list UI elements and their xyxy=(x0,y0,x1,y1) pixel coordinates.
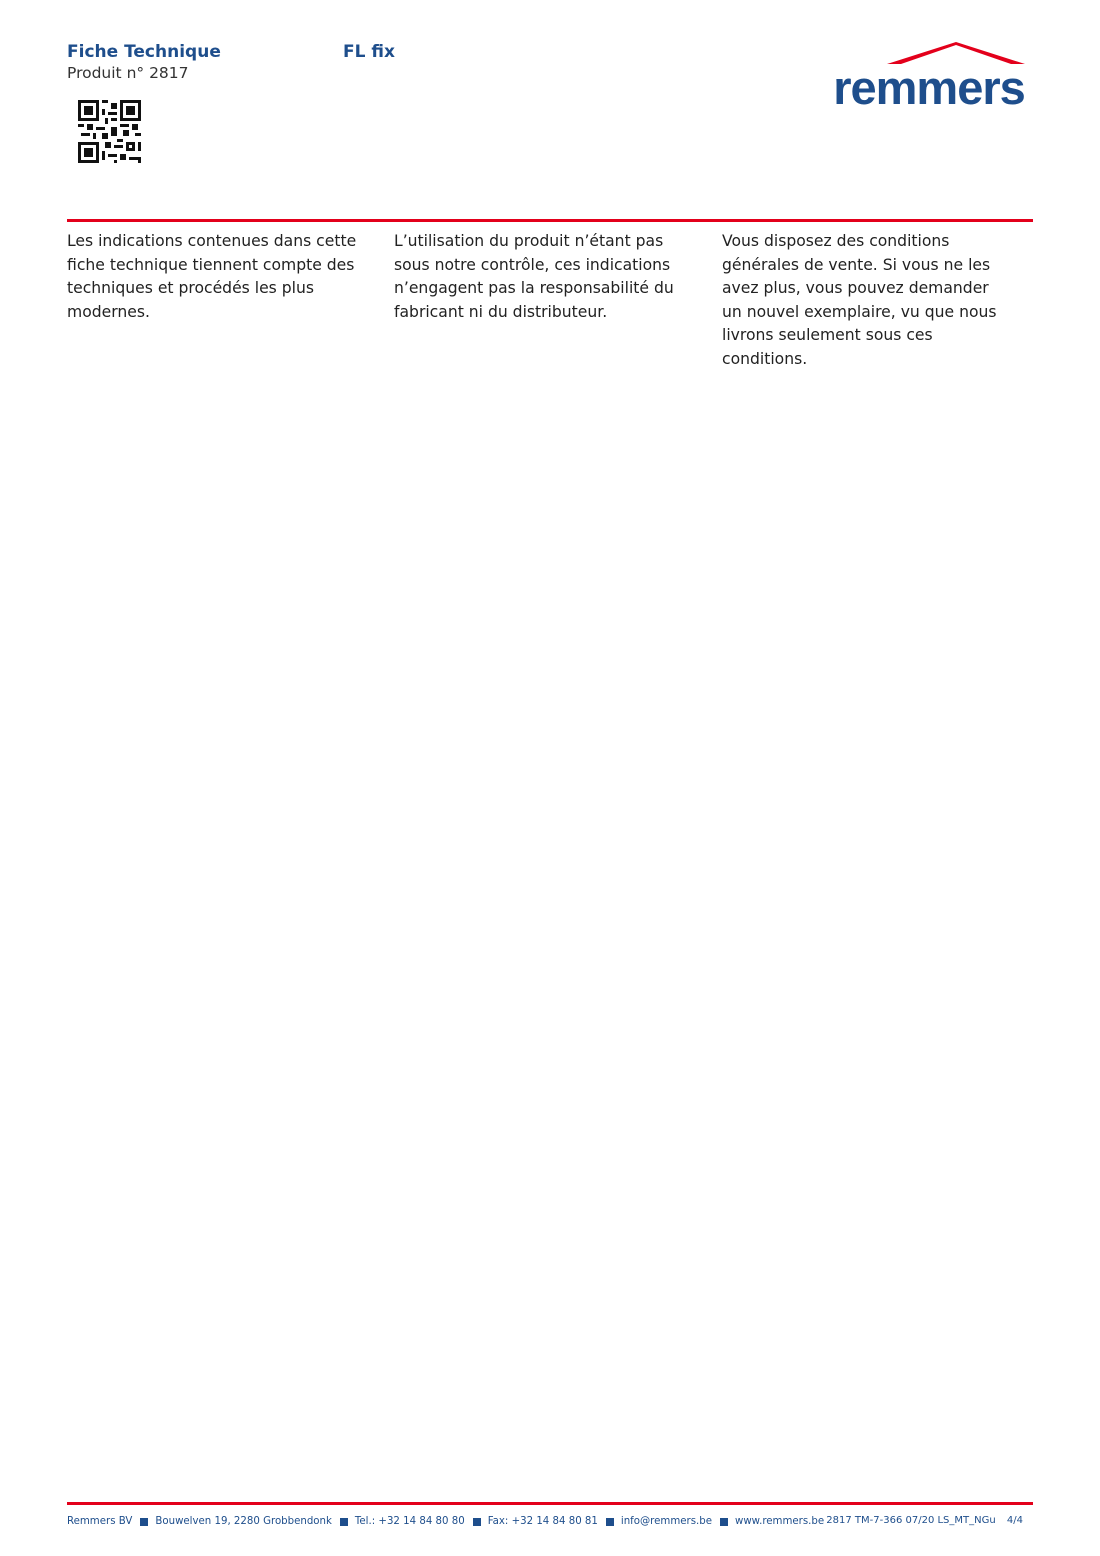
footer-contact xyxy=(67,1516,824,1527)
footer-address: Bouwelven 19, 2280 Grobbendonk xyxy=(155,1516,332,1527)
square-bullet-icon xyxy=(340,1518,348,1526)
footer-company: Remmers BV xyxy=(67,1516,133,1527)
square-bullet-icon xyxy=(140,1518,148,1526)
header-divider xyxy=(67,219,1033,222)
square-bullet-icon xyxy=(720,1518,728,1526)
footer-phone: Tel.: +32 14 84 80 80 xyxy=(354,1516,465,1527)
footer-reference xyxy=(826,1515,1023,1526)
disclaimer-column: Les indications contenues dans cette fiche technique tiennent compte des techniques et procédés les plus modernes. xyxy=(67,232,357,321)
qr-code-icon xyxy=(78,100,141,163)
disclaimer-column: Vous disposez des conditions générales de vente. Si vous ne les avez plus, vous pouvez demander un nouvel exemplaire, vu que nous livrons seulement sous ces conditions. xyxy=(722,232,997,368)
square-bullet-icon xyxy=(473,1518,481,1526)
footer-divider xyxy=(67,1502,1033,1505)
square-bullet-icon xyxy=(606,1518,614,1526)
footer-email[interactable]: info@remmers.be xyxy=(620,1516,713,1527)
document-reference: 2817 TM-7-366 07/20 LS_MT_NGu xyxy=(826,1515,996,1526)
remmers-logo xyxy=(826,42,1032,110)
page-number: 4/4 xyxy=(1006,1515,1023,1526)
logo-wordmark: remmers xyxy=(833,61,1025,110)
product-number: Produit n° 2817 xyxy=(67,64,189,82)
product-name: FL fix xyxy=(343,42,395,62)
disclaimer-column: L’utilisation du produit n’étant pas sous notre contrôle, ces indications n’engagent pas la responsabilité du fabricant ni du distributeur. xyxy=(394,232,674,321)
footer-website[interactable]: www.remmers.be xyxy=(735,1516,825,1527)
footer-fax: Fax: +32 14 84 80 81 xyxy=(487,1516,598,1527)
document-type-title: Fiche Technique xyxy=(67,42,221,62)
